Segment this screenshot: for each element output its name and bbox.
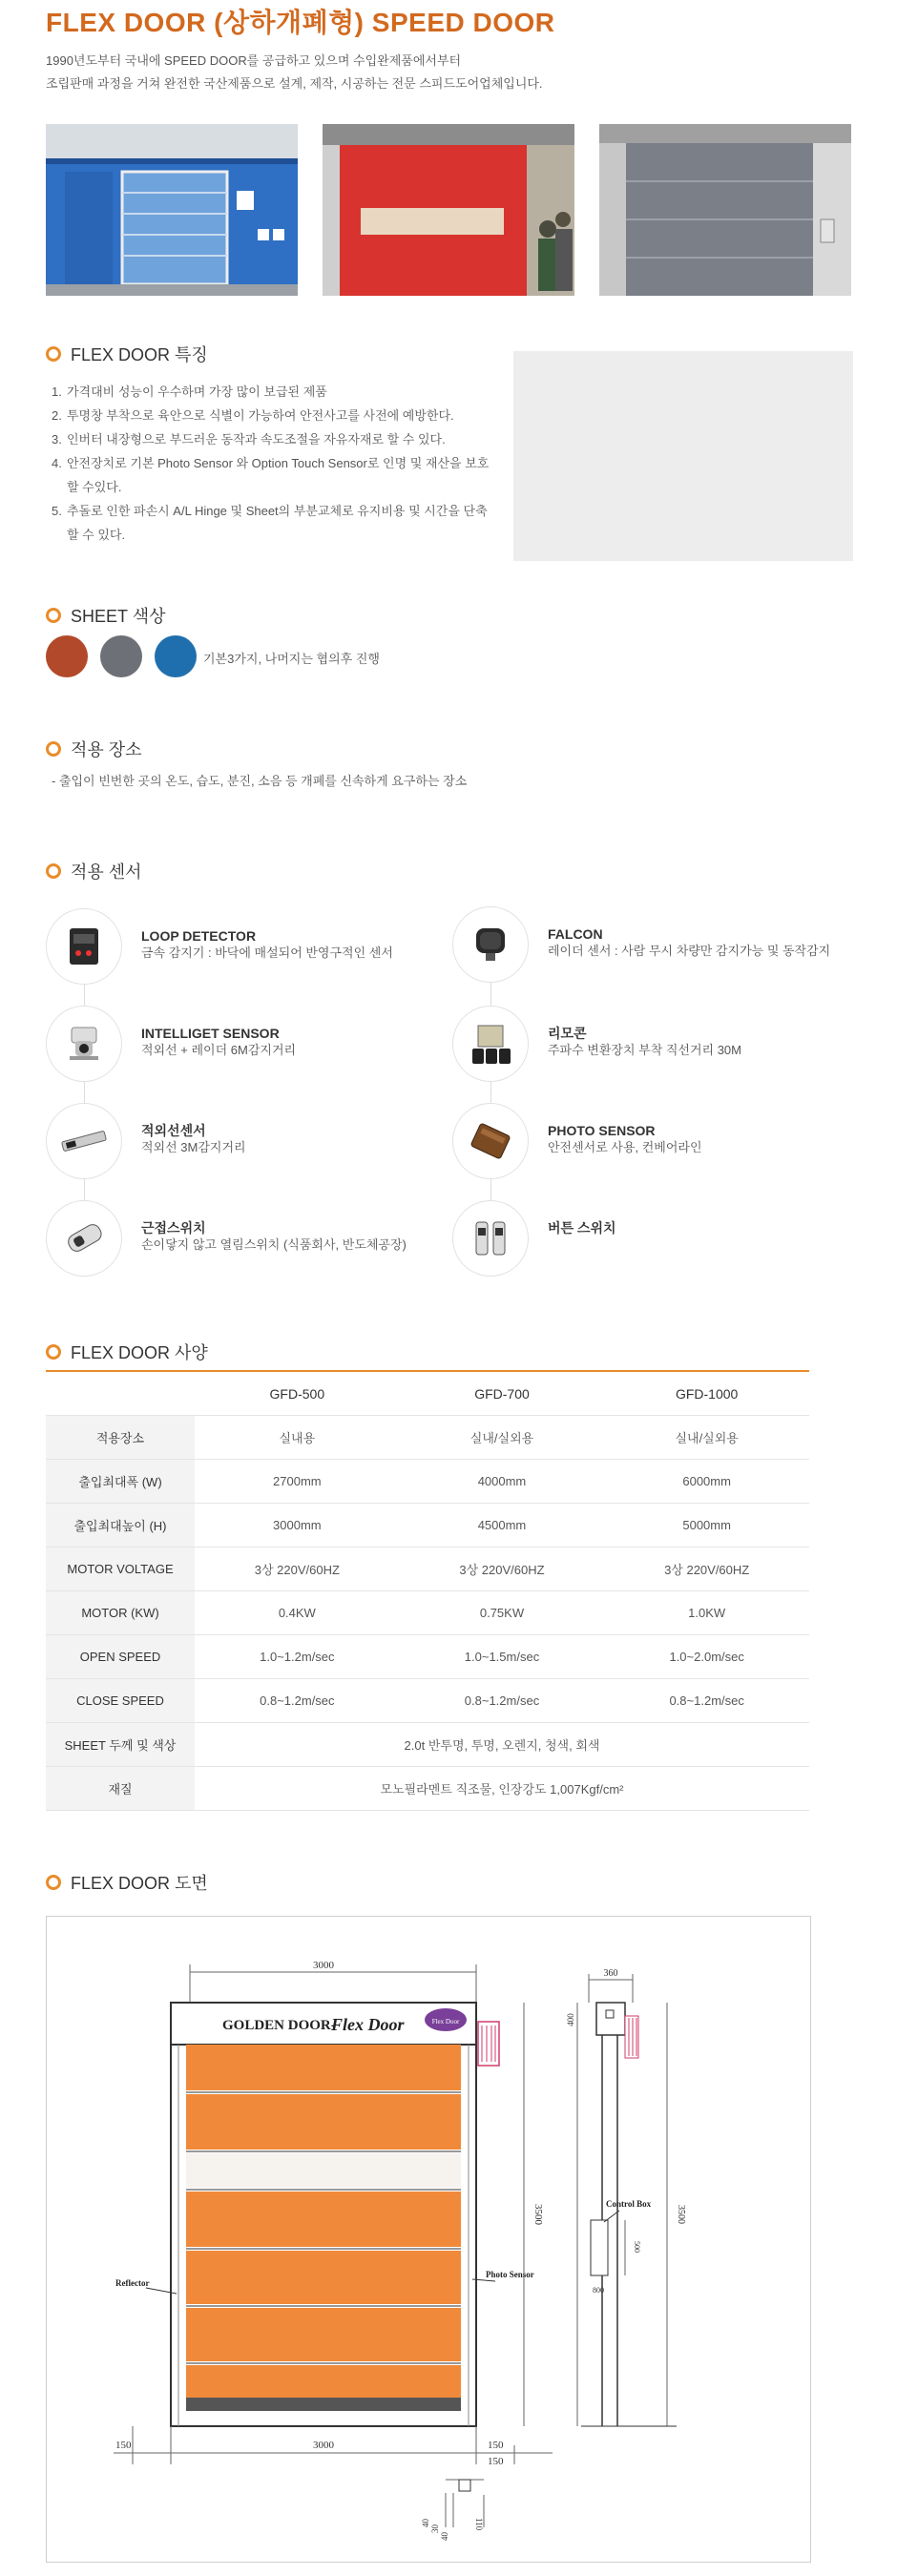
table-cell: 실내/실외용 [400,1416,605,1460]
button-switch-icon [452,1200,529,1277]
section-heading-apply [46,737,142,761]
dim-side-top: 400 [566,2013,575,2026]
drawing-badge: Flex Door [431,2018,460,2025]
table-cell: 1.0~1.2m/sec [195,1635,400,1679]
model-header: GFD-500 [195,1372,400,1416]
feature-list [52,380,490,547]
sensor-item [46,1200,407,1277]
sensor-name: 근접스위치 [141,1220,206,1236]
drawing-logo: Flex Door [331,2015,405,2034]
table-cell: 1.0~2.0m/sec [604,1635,809,1679]
page-title: FLEX DOOR (상하개폐형) SPEED DOOR [46,8,555,37]
product-photo-gray-door [599,124,851,296]
table-header-row [46,1372,809,1416]
list-item [52,499,490,547]
product-photo-red-door [323,124,574,296]
sensor-desc: 손이닿지 않고 열림스위치 (식품회사, 반도체공장) [141,1237,407,1252]
sensor-item [46,1103,246,1179]
sensor-name: 리모콘 [548,1026,587,1041]
apply-place-note: - 출입이 빈번한 곳의 온도, 습도, 분진, 소음 등 개폐를 신속하게 요구하는 장소 [52,774,468,788]
table-cell: 1.0KW [604,1591,809,1635]
item-text: 안전장치로 기본 Photo Sensor 와 Option Touch Sensor로 인명 및 재산을 보호할 수있다. [67,456,490,494]
table-row [46,1635,809,1679]
row-label: MOTOR (KW) [46,1591,195,1635]
list-item [52,451,490,499]
intelligent-sensor-icon [46,1006,122,1082]
sensor-name: 버튼 스위치 [548,1220,616,1236]
table-cell: 2700mm [195,1460,400,1504]
row-label: 출입최대높이 (H) [46,1504,195,1548]
table-cell: 0.8~1.2m/sec [604,1679,809,1723]
sensor-desc: 레이더 센서 : 사람 무시 차량만 감지가능 및 동작감지 [548,944,831,958]
model-header: GFD-700 [400,1372,605,1416]
sensor-item [452,1200,616,1277]
list-item [52,427,490,451]
technical-drawing [46,1916,811,2563]
table-cell: 2.0t 반투명, 투명, 오렌지, 청색, 회색 [195,1723,809,1767]
row-label: SHEET 두께 및 색상 [46,1723,195,1767]
table-cell: 0.75KW [400,1591,605,1635]
dim-right-offset: 150 [488,2440,504,2451]
table-row [46,1723,809,1767]
item-number: 3. [52,432,62,447]
spec-table-wrap [46,1372,809,1811]
item-text: 가격대비 성능이 우수하며 가장 많이 보급된 제품 [67,384,327,399]
sensor-name: PHOTO SENSOR [548,1123,656,1138]
dim-floor-a: 40 [421,2519,430,2527]
item-number: 5. [52,504,62,518]
infrared-sensor-icon [46,1103,122,1179]
dim-floor-d: 110 [474,2518,484,2531]
sensor-desc: 주파수 변환장치 부착 직선거리 30M [548,1043,741,1057]
sensor-desc: 적외선 + 레이더 6M감지거리 [141,1043,297,1057]
remote-control-icon [452,1006,529,1082]
intro-line: 조립판매 과정을 거쳐 완전한 국산제품으로 설계, 제작, 시공하는 전문 스피드도어업체입니다. [46,76,543,91]
table-cell: 5000mm [604,1504,809,1548]
table-cell: 3상 220V/60HZ [400,1548,605,1591]
table-row [46,1416,809,1460]
section-heading-drawing [46,1870,208,1895]
section-heading-features [46,342,208,366]
feature-image-placeholder [513,351,853,561]
sheet-color-note: 기본3가지, 나머지는 협의후 진행 [203,652,380,666]
table-row [46,1548,809,1591]
table-cell: 3상 220V/60HZ [604,1548,809,1591]
model-header: GFD-1000 [604,1372,809,1416]
dim-right-offset-2: 150 [488,2456,504,2467]
loop-detector-icon [46,908,122,985]
dim-floor-b: 30 [430,2524,440,2533]
table-cell: 0.8~1.2m/sec [400,1679,605,1723]
section-title: 적용 센서 [71,862,142,882]
item-number: 1. [52,384,62,399]
sheet-color-swatch [100,635,142,677]
table-row [46,1679,809,1723]
item-text: 인버터 내장형으로 부드러운 동작과 속도조절을 자유자재로 할 수 있다. [67,432,446,447]
table-cell: 0.4KW [195,1591,400,1635]
product-photo-blue-door [46,124,298,296]
dim-box-h1: 500 [633,2241,641,2253]
photo-sensor-icon [452,1103,529,1179]
section-title: 적용 장소 [71,740,142,759]
drawing-brand: GOLDEN DOOR- [222,2018,336,2033]
section-bullet-icon [46,1875,61,1890]
dim-bottom-width: 3000 [313,2440,334,2451]
row-label: 출입최대폭 (W) [46,1460,195,1504]
sensor-desc: 금속 감지기 : 바닥에 매설되어 반영구적인 센서 [141,945,393,960]
table-cell: 4500mm [400,1504,605,1548]
sensor-name: 적외선센서 [141,1123,206,1138]
sensor-item [452,1006,741,1082]
table-cell: 0.8~1.2m/sec [195,1679,400,1723]
row-label: 재질 [46,1767,195,1811]
sensor-name: INTELLIGET SENSOR [141,1026,280,1041]
dim-height: 3500 [532,2204,544,2225]
item-text: 투명창 부착으로 육안으로 식별이 가능하여 안전사고를 사전에 예방한다. [67,408,454,423]
section-bullet-icon [46,608,61,623]
table-row [46,1460,809,1504]
row-label: MOTOR VOLTAGE [46,1548,195,1591]
dim-top-width: 3000 [313,1960,334,1971]
sensor-item [46,908,393,985]
table-row [46,1504,809,1548]
dim-left-offset: 150 [115,2440,132,2451]
sensor-name: LOOP DETECTOR [141,928,257,944]
table-row [46,1767,809,1811]
table-cell: 실내/실외용 [604,1416,809,1460]
falcon-radar-icon [452,906,529,983]
item-text: 추돌로 인한 파손시 A/L Hinge 및 Sheet의 부분교체로 유지비용 및 시간을 단축할 수 있다. [67,504,488,542]
dim-floor-c: 40 [440,2532,449,2541]
section-title: FLEX DOOR 특징 [71,345,208,364]
sensor-desc: 안전센서로 사용, 컨베어라인 [548,1140,702,1154]
table-cell: 6000mm [604,1460,809,1504]
table-cell: 1.0~1.5m/sec [400,1635,605,1679]
section-bullet-icon [46,741,61,757]
sheet-color-swatch [46,635,88,677]
intro-line: 1990년도부터 국내에 SPEED DOOR를 공급하고 있으며 수입완제품에서부터 [46,53,462,68]
dim-box-h2: 800 [593,2286,604,2295]
table-row [46,1591,809,1635]
sheet-color-swatch [155,635,197,677]
section-heading-sheet [46,603,165,628]
row-label: OPEN SPEED [46,1635,195,1679]
item-number: 4. [52,456,62,470]
row-label: 적용장소 [46,1416,195,1460]
label-photo-sensor: Photo Sensor [486,2270,534,2279]
intro-text [46,50,543,95]
spec-table [46,1372,809,1811]
table-cell: 4000mm [400,1460,605,1504]
section-bullet-icon [46,863,61,879]
section-title: FLEX DOOR 사양 [71,1343,208,1362]
sensor-name: FALCON [548,926,603,942]
table-cell: 모노필라멘트 직조물, 인장강도 1,007Kgf/cm² [195,1767,809,1811]
proximity-switch-icon [46,1200,122,1277]
label-reflector: Reflector [115,2278,150,2288]
table-corner-cell [46,1372,195,1416]
sensor-item [452,906,830,983]
sensor-item [46,1006,296,1082]
section-heading-spec [46,1340,208,1364]
dim-side-width: 360 [603,1968,618,1979]
label-control-box: Control Box [606,2199,652,2209]
dim-side-height: 3500 [676,2205,686,2224]
table-cell: 실내용 [195,1416,400,1460]
section-heading-sensors [46,859,142,883]
section-title: SHEET 색상 [71,607,166,626]
section-title: FLEX DOOR 도면 [71,1874,208,1893]
sensor-item [452,1103,702,1179]
sensor-desc: 적외선 3M감지거리 [141,1140,246,1154]
section-bullet-icon [46,346,61,362]
table-cell: 3000mm [195,1504,400,1548]
table-cell: 3상 220V/60HZ [195,1548,400,1591]
row-label: CLOSE SPEED [46,1679,195,1723]
list-item [52,404,490,427]
item-number: 2. [52,408,62,423]
list-item [52,380,490,404]
section-bullet-icon [46,1344,61,1360]
